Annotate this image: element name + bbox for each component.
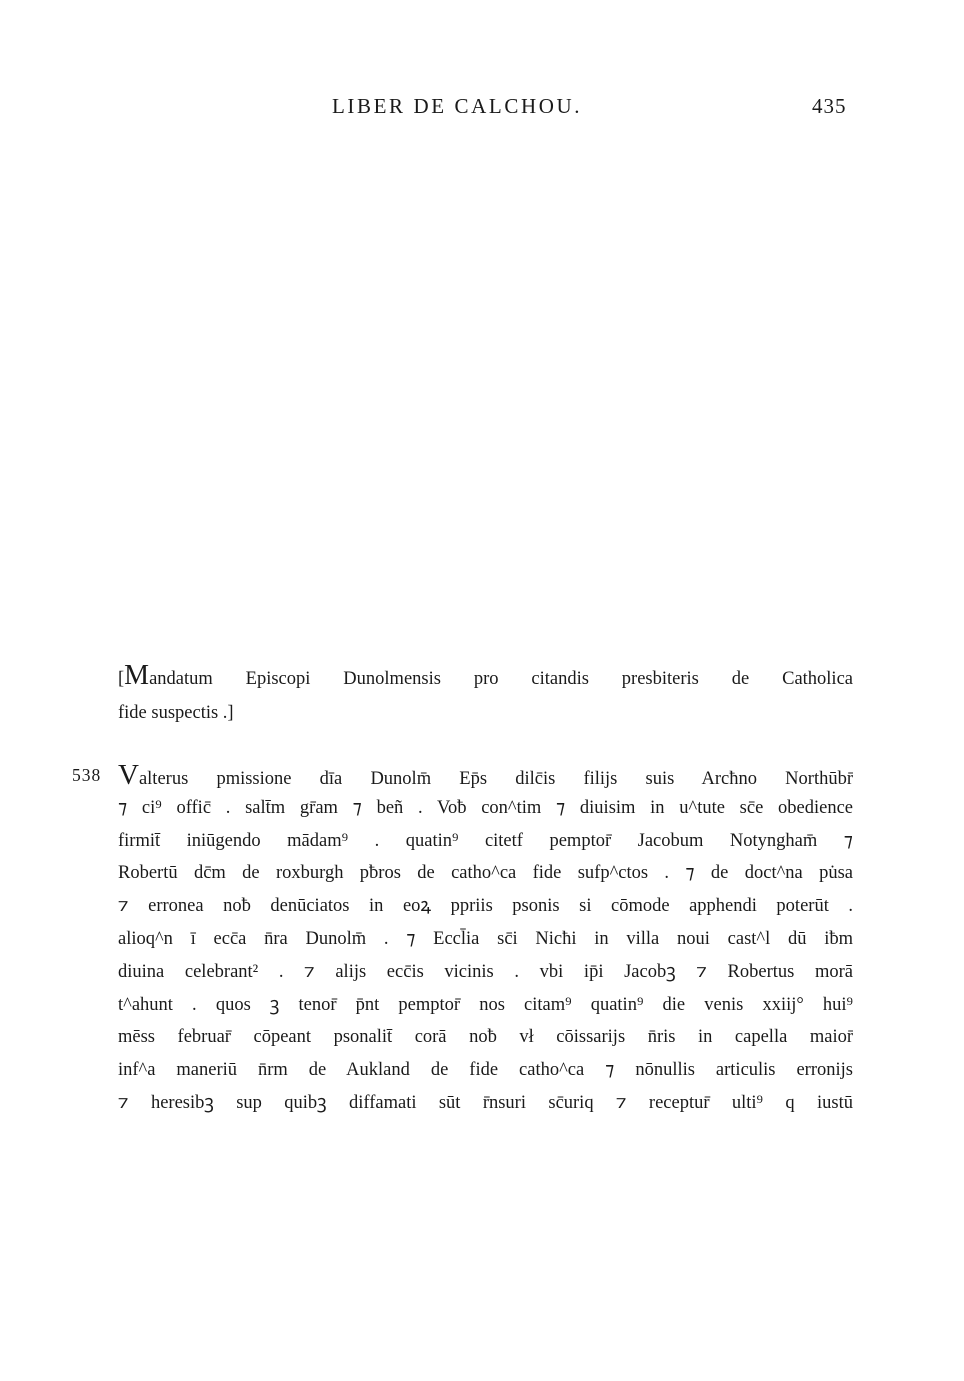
entry-line: ⁊ erronea noƀ denūciatos in eoꝝ ppriis psonis si cōmode apphendi poterūt . — [118, 896, 853, 917]
entry-dropcap: V — [118, 759, 139, 791]
page-number: 435 — [812, 94, 847, 118]
page-header — [0, 94, 964, 124]
entry-line: inf^a maneriū n̄rm de Aukland de fide catho^ca ⁊ nōnullis articulis erronijs — [118, 1060, 853, 1081]
entry-text — [118, 759, 853, 1120]
running-title: LIBER DE CALCHOU. — [332, 94, 583, 118]
heading-line-1 — [118, 662, 853, 696]
heading-bracket: [ — [118, 669, 125, 689]
heading-line-2: fide suspectis .] — [118, 703, 234, 723]
entry-line: ⁊ heresibꝫ sup quibꝫ diffamati sūt r̄nsuri sc̄uriq ⁊ receptur̄ ulti⁹ q iustū — [118, 1092, 853, 1113]
entry-line: alioq^n ī ecc̄a n̄ra Dunolm̄ . ⁊ Eccl̄ia sc̄i Nicħi in villa noui cast^l dū iƀm — [118, 928, 853, 949]
entry-line-1-text: alterus pmissione dīa Dunolm̄ Ep̄s dilc̄is filijs suis Arcħno Northūbr̄ — [138, 769, 853, 789]
heading-dropcap: M — [124, 660, 150, 691]
document-heading — [118, 662, 853, 730]
entry-number: 538 — [72, 765, 102, 785]
entry-line: diuina celebrant² . ⁊ alijs ecc̄is vicinis . vbi ip̄i Jacobꝫ ⁊ Robertus morā — [118, 961, 853, 982]
entry-line: t^ahunt . quos ꝫ tenor̄ p̄nt pemptor̄ nos citam⁹ quatin⁹ die venis xxiij° hui⁹ — [118, 994, 853, 1015]
entry-line: Robertū dc̄m de roxburgh pƀros de catho^ca fide sufp^ctos . ⁊ de doct^na pu̇sa — [118, 863, 853, 884]
entry-line — [118, 759, 853, 792]
entry-line: firmit̄ iniūgendo mādam⁹ . quatin⁹ citetf pemptor̄ Jacobum Notyngham̄ ⁊ — [118, 830, 853, 851]
heading-line-1-text: andatum Episcopi Dunolmensis pro citandis presbiteris de Catholica — [149, 669, 853, 689]
entry-line: mēss februar̄ cōpeant psonalit̄ corā noƀ vł cōissarijs n̄ris in capella maior̄ — [118, 1027, 853, 1048]
entry-line: ⁊ ci⁹ offic̄ . salt̄m gr̄am ⁊ beñ . Voƀ con^tim ⁊ diuisim in u^tute sc̄e obedience — [118, 797, 853, 818]
